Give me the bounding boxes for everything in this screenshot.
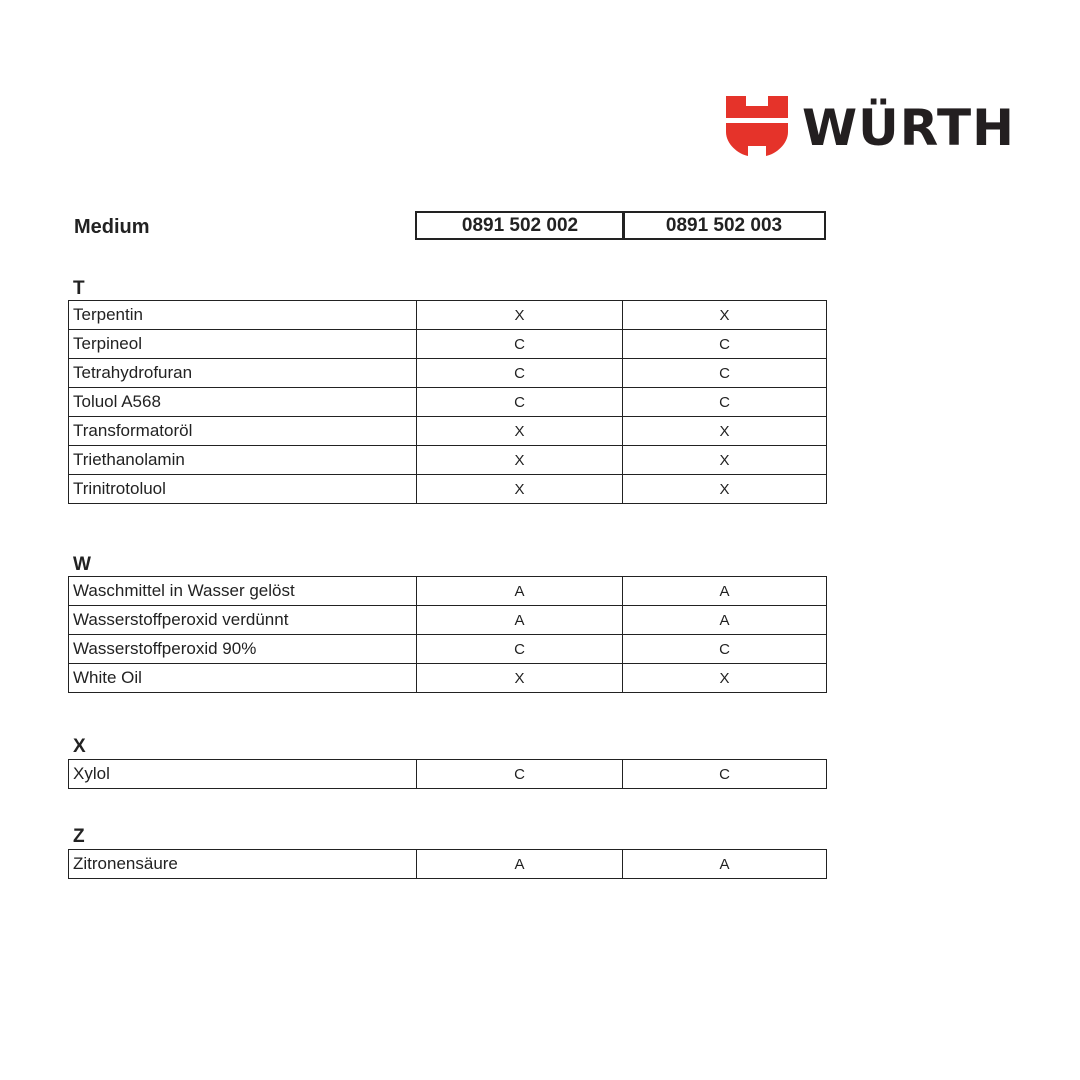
- table-row: [69, 475, 827, 504]
- rating-cell: A: [623, 577, 827, 606]
- medium-name: Zitronensäure: [69, 850, 417, 879]
- table-row: [69, 850, 827, 879]
- medium-name: Xylol: [69, 760, 417, 789]
- rating-cell: C: [623, 388, 827, 417]
- rating-cell: C: [417, 330, 623, 359]
- section-letter-z: Z: [73, 826, 85, 847]
- table-row: [69, 301, 827, 330]
- medium-label: Medium: [74, 216, 150, 238]
- rating-cell: X: [417, 664, 623, 693]
- section-table-x: [68, 759, 827, 789]
- rating-cell: X: [417, 301, 623, 330]
- rating-cell: C: [623, 760, 827, 789]
- section-letter-x: X: [73, 736, 86, 757]
- table-row: [69, 606, 827, 635]
- section-table-t: [68, 300, 827, 504]
- wurth-emblem-icon: [726, 96, 788, 160]
- column-header-1: 0891 502 002: [415, 211, 625, 240]
- medium-name: Wasserstoffperoxid 90%: [69, 635, 417, 664]
- medium-name: Wasserstoffperoxid verdünnt: [69, 606, 417, 635]
- rating-cell: A: [417, 850, 623, 879]
- section-letter-t: T: [73, 278, 85, 299]
- rating-cell: A: [623, 606, 827, 635]
- rating-cell: A: [417, 577, 623, 606]
- medium-name: Waschmittel in Wasser gelöst: [69, 577, 417, 606]
- medium-name: Triethanolamin: [69, 446, 417, 475]
- wurth-logo: [726, 96, 1036, 160]
- section-table-z: [68, 849, 827, 879]
- rating-cell: C: [623, 635, 827, 664]
- section-table-w: [68, 576, 827, 693]
- rating-cell: X: [417, 446, 623, 475]
- rating-cell: C: [417, 760, 623, 789]
- section-letter-w: W: [73, 554, 91, 575]
- rating-cell: X: [623, 417, 827, 446]
- medium-name: Toluol A568: [69, 388, 417, 417]
- table-row: [69, 760, 827, 789]
- table-row: [69, 577, 827, 606]
- rating-cell: X: [417, 417, 623, 446]
- rating-cell: A: [417, 606, 623, 635]
- table-row: [69, 446, 827, 475]
- rating-cell: C: [623, 330, 827, 359]
- medium-name: Tetrahydrofuran: [69, 359, 417, 388]
- medium-name: Terpineol: [69, 330, 417, 359]
- rating-cell: X: [417, 475, 623, 504]
- table-row: [69, 417, 827, 446]
- table-row: [69, 635, 827, 664]
- rating-cell: C: [417, 359, 623, 388]
- table-row: [69, 664, 827, 693]
- rating-cell: X: [623, 475, 827, 504]
- rating-cell: X: [623, 301, 827, 330]
- table-row: [69, 359, 827, 388]
- rating-cell: X: [623, 446, 827, 475]
- medium-name: Transformatoröl: [69, 417, 417, 446]
- rating-cell: C: [623, 359, 827, 388]
- rating-cell: X: [623, 664, 827, 693]
- table-row: [69, 330, 827, 359]
- table-row: [69, 388, 827, 417]
- medium-name: White Oil: [69, 664, 417, 693]
- rating-cell: A: [623, 850, 827, 879]
- column-header-2: 0891 502 003: [622, 211, 826, 240]
- medium-name: Terpentin: [69, 301, 417, 330]
- wurth-wordmark: WÜRTH: [802, 99, 1015, 157]
- medium-name: Trinitrotoluol: [69, 475, 417, 504]
- rating-cell: C: [417, 388, 623, 417]
- rating-cell: C: [417, 635, 623, 664]
